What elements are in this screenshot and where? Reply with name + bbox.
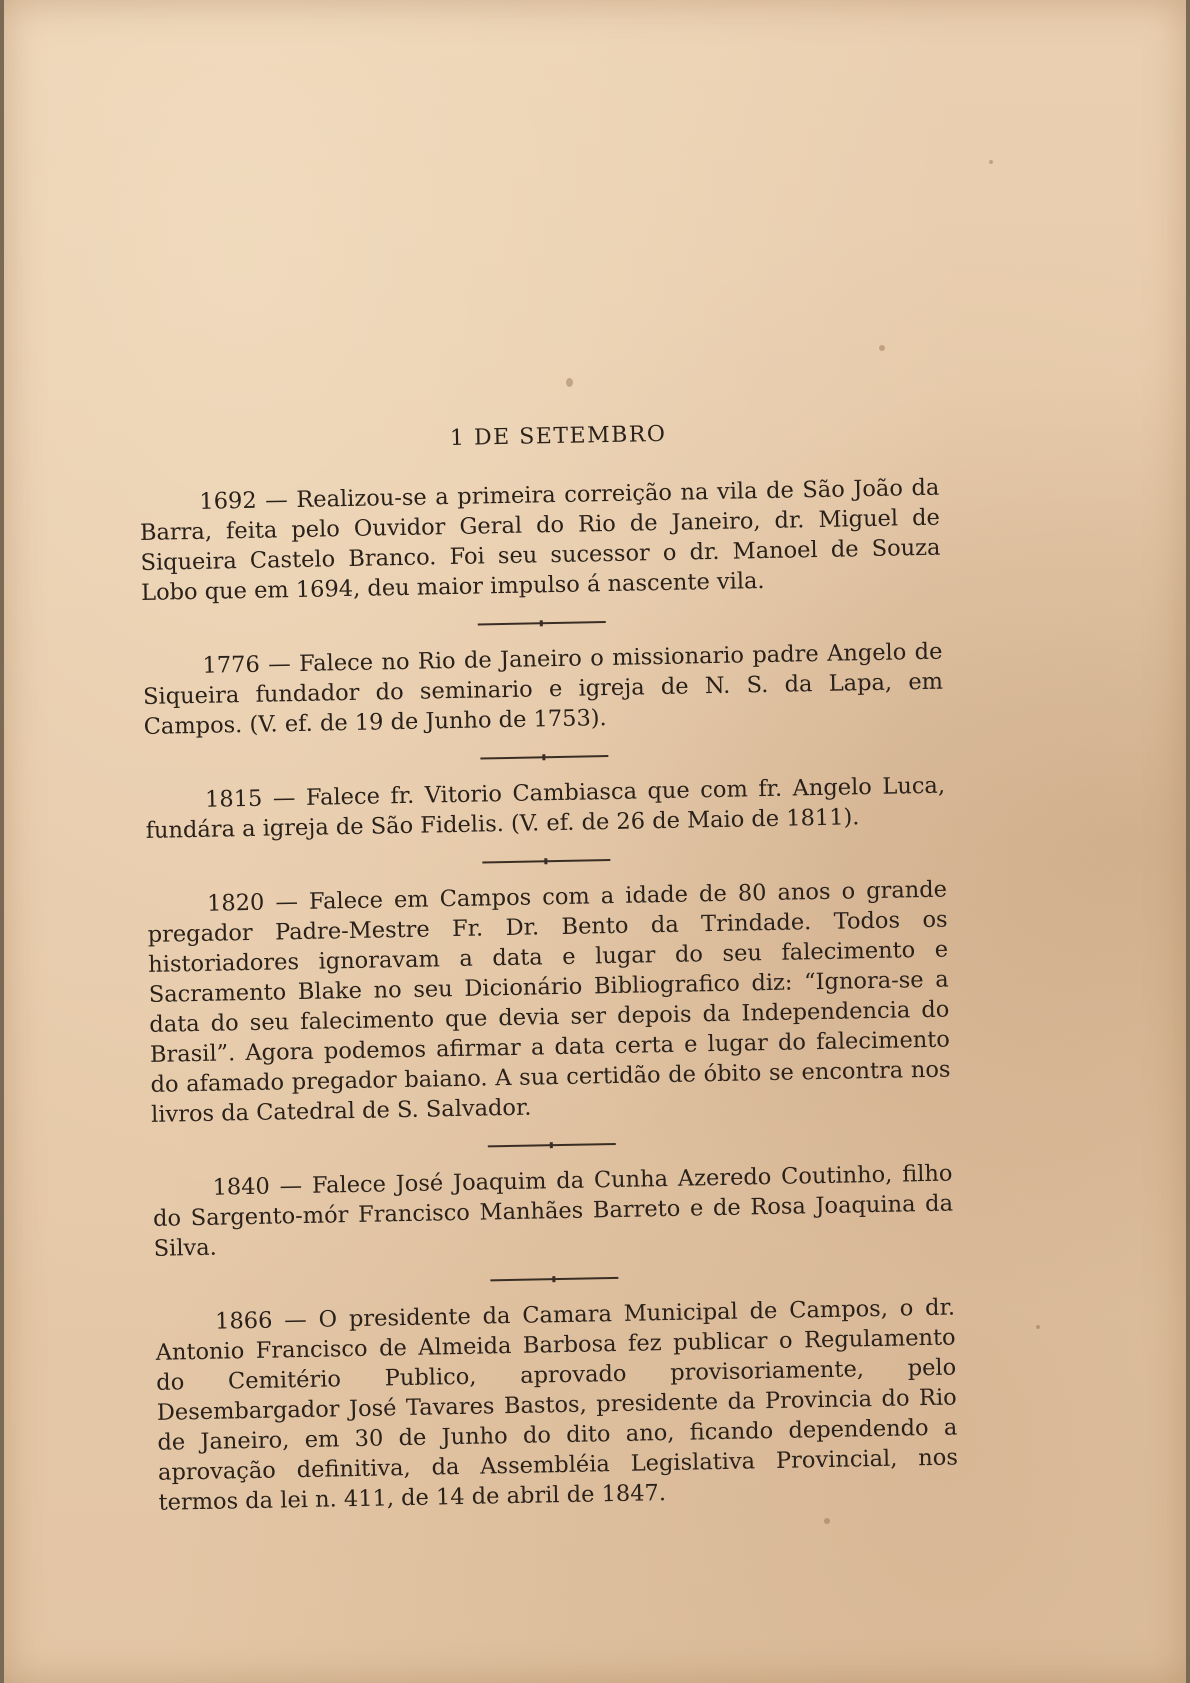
entry-separator [480, 755, 608, 759]
entry-separator [488, 1143, 616, 1147]
entry-1815: 1815 — Falece fr. Vitorio Cambiasca que com fr. Angelo Luca, fundára a igreja de São Fidelis. (V. ef. de 26 de Maio de 1811). [145, 772, 946, 844]
entry-separator [482, 859, 610, 863]
page-text [138, 415, 959, 1518]
paper-speck [824, 1518, 830, 1524]
paper-speck [879, 345, 885, 351]
date-heading: 1 DE SETEMBRO [449, 421, 667, 452]
entry-1820: 1820 — Falece em Campos com a idade de 80 anos o grande pregador Padre-Mestre Fr. Dr. Bento da Trindade. Todos os historiadores ignoravam a data e lugar do seu falecimento e Sacramento Blake no seu Dicionário Bibliografico diz: “Ignora-se a data do seu falecimento que devia ser depois da Independencia do Brasil”. Agora podemos afirmar a data certa e lugar do falecimento do afamado pregador baiano. A sua certidão de óbito se encontra nos livros da Catedral de S. Salvador. [147, 876, 951, 1128]
entry-1840: 1840 — Falece José Joaquim da Cunha Azeredo Coutinho, filho do Sargento-mór Francisco Manhães Barreto e de Rosa Joaquina da Silva. [152, 1160, 954, 1262]
entry-separator [478, 621, 606, 625]
book-page [4, 0, 1186, 1683]
paper-speck [1036, 1325, 1040, 1329]
entry-separator [490, 1277, 618, 1281]
entry-1692: 1692 — Realizou-se a primeira correição na vila de São João da Barra, feita pelo Ouvidor Geral do Rio de Janeiro, dr. Miguel de Siqueira Castelo Branco. Foi seu sucessor o dr. Manoel de Souza Lobo que em 1694, deu maior impulso á nascente vila. [139, 474, 941, 606]
entry-1776: 1776 — Falece no Rio de Janeiro o missionario padre Angelo de Siqueira fundador do seminario e igreja de N. S. da Lapa, em Campos. (V. ef. de 19 de Junho de 1753). [142, 638, 944, 740]
paper-speck [989, 160, 993, 164]
entry-1866: 1866 — O presidente da Camara Municipal de Campos, o dr. Antonio Francisco de Almeida Barbosa fez publicar o Regulamento do Cemitério Publico, aprovado provisoriamente, pelo Desembargador José Tavares Bastos, presidente da Provincia do Rio de Janeiro, em 30 de Junho do dito ano, ficando dependendo a aprovação definitiva, da Assembléia Legislativa Provincial, nos termos da lei n. 411, de 14 de abril de 1847. [155, 1294, 959, 1516]
paper-speck [566, 378, 573, 387]
